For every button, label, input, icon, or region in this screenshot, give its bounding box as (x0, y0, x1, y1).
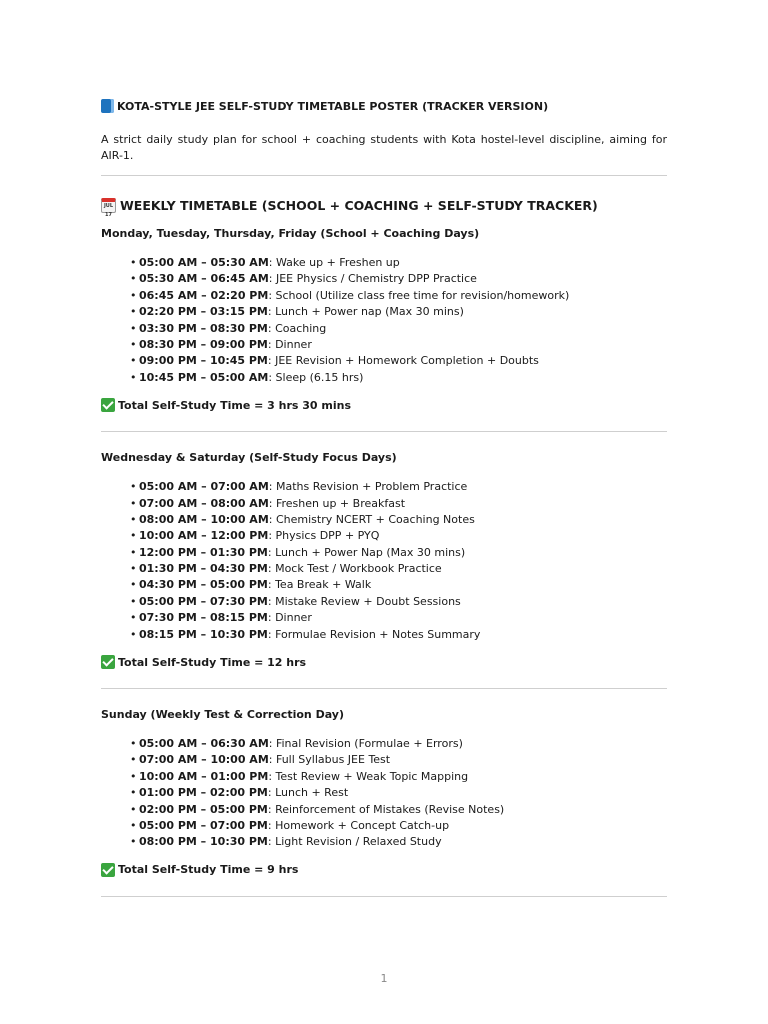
divider (101, 896, 667, 897)
slot-time: 05:00 AM – 06:30 AM (139, 737, 269, 751)
bullet-icon: • (130, 370, 137, 384)
bullet-icon: • (130, 496, 137, 510)
slot-activity: : Wake up + Freshen up (268, 256, 400, 269)
slot-activity: : Chemistry NCERT + Coaching Notes (268, 512, 475, 526)
slot-activity: : Mock Test / Workbook Practice (267, 562, 442, 576)
list-item (130, 785, 667, 801)
slot-time: 03:30 PM – 08:30 PM (139, 321, 268, 335)
list-item (130, 496, 667, 512)
slot-time: 07:00 AM – 08:00 AM (139, 496, 269, 510)
bullet-icon: • (130, 594, 137, 608)
slot-time: 08:30 PM – 09:00 PM (139, 337, 268, 351)
bullet-icon: • (130, 562, 137, 576)
green-check-icon (101, 398, 115, 412)
document-title-text: KOTA-STYLE JEE SELF-STUDY TIMETABLE POSTER (TRACKER VERSION) (117, 99, 549, 113)
bullet-icon: • (130, 769, 137, 783)
list-item (130, 736, 667, 752)
list-item (130, 834, 667, 850)
list-item (130, 802, 667, 818)
slot-time: 05:30 AM – 06:45 AM (139, 272, 269, 286)
list-item (130, 769, 667, 785)
total-study-time (101, 654, 667, 670)
list-item (130, 337, 667, 353)
slot-activity: : Final Revision (Formulae + Errors) (268, 737, 463, 751)
slot-activity: : Reinforcement of Mistakes (Revise Notes) (267, 802, 505, 816)
section-heading-text: WEEKLY TIMETABLE (SCHOOL + COACHING + SELF-STUDY TRACKER) (120, 197, 598, 213)
day-heading: Wednesday & Saturday (Self-Study Focus Days) (101, 451, 397, 465)
list-item (130, 610, 667, 626)
slot-time: 01:30 PM – 04:30 PM (139, 562, 268, 576)
slot-time: 05:00 AM – 05:30 AM (139, 256, 269, 269)
list-item (130, 271, 667, 287)
bullet-icon: • (130, 611, 137, 625)
list-item (130, 627, 667, 643)
total-text: Total Self-Study Time = 3 hrs 30 mins (118, 398, 352, 412)
slot-activity: : Sleep (6.15 hrs) (268, 370, 364, 384)
slot-time: 05:00 PM – 07:00 PM (139, 818, 268, 832)
bullet-icon: • (130, 337, 137, 351)
list-item (130, 479, 667, 495)
slot-time: 10:45 PM – 05:00 AM (139, 370, 269, 384)
list-item (130, 370, 667, 386)
day-heading: Monday, Tuesday, Thursday, Friday (School + Coaching Days) (101, 227, 480, 240)
schedule-weekday (101, 226, 667, 413)
list-item (130, 561, 667, 577)
slot-activity: : Lunch + Rest (267, 786, 349, 800)
slot-time: 07:00 AM – 10:00 AM (139, 753, 269, 767)
slot-time: 02:20 PM – 03:15 PM (139, 305, 268, 319)
slot-activity: : Physics DPP + PYQ (268, 529, 380, 543)
slot-time: 01:00 PM – 02:00 PM (139, 786, 268, 800)
slot-time: 06:45 AM – 02:20 PM (139, 288, 269, 302)
bullet-icon: • (130, 818, 137, 832)
slot-activity: : JEE Physics / Chemistry DPP Practice (268, 272, 477, 286)
list-item (130, 818, 667, 834)
bullet-icon: • (130, 578, 137, 592)
total-study-time (101, 397, 667, 413)
day-heading: Sunday (Weekly Test & Correction Day) (101, 708, 344, 722)
slot-time: 08:15 PM – 10:30 PM (139, 627, 268, 641)
slot-activity: : Lunch + Power nap (Max 30 mins) (267, 305, 464, 319)
calendar-icon-text: JUL 17 (103, 202, 114, 218)
bullet-icon: • (130, 545, 137, 559)
bullet-icon: • (130, 512, 137, 526)
slot-activity: : Dinner (267, 337, 312, 351)
slot-time: 08:00 PM – 10:30 PM (139, 835, 268, 849)
section-heading (101, 195, 667, 218)
bullet-icon: • (130, 835, 137, 849)
slot-time: 04:30 PM – 05:00 PM (139, 578, 268, 592)
intro-paragraph: A strict daily study plan for school + coaching students with Kota hostel-level discipline, aiming for AIR-1. (101, 133, 667, 162)
slot-time: 05:00 AM – 07:00 AM (139, 480, 269, 494)
divider (101, 688, 667, 689)
list-item (130, 545, 667, 561)
bullet-icon: • (130, 321, 137, 335)
bullet-icon: • (130, 529, 137, 543)
slot-activity: : Light Revision / Relaxed Study (267, 835, 442, 849)
slot-activity: : Coaching (267, 321, 327, 335)
slot-time: 10:00 AM – 12:00 PM (139, 529, 269, 543)
slot-activity: : Mistake Review + Doubt Sessions (267, 594, 461, 608)
page-number: 1 (380, 972, 388, 985)
list-item (130, 528, 667, 544)
document-title (101, 97, 667, 115)
slot-activity: : Tea Break + Walk (267, 578, 372, 592)
green-check-icon (101, 863, 115, 877)
green-check-icon (101, 655, 115, 669)
schedule-focus-days (101, 450, 667, 670)
list-item (130, 353, 667, 369)
slot-activity: : School (Utilize class free time for revision/homework) (268, 288, 570, 302)
slot-list (101, 736, 667, 851)
list-item (130, 752, 667, 768)
calendar-icon (101, 198, 116, 218)
slot-activity: : Formulae Revision + Notes Summary (267, 627, 481, 641)
bullet-icon: • (130, 305, 137, 319)
slot-activity: : Freshen up + Breakfast (268, 496, 406, 510)
bullet-icon: • (130, 802, 137, 816)
list-item (130, 321, 667, 337)
slot-time: 08:00 AM – 10:00 AM (139, 512, 269, 526)
slot-activity: : Dinner (267, 611, 312, 625)
slot-activity: : Maths Revision + Problem Practice (268, 480, 468, 494)
total-text: Total Self-Study Time = 9 hrs (118, 863, 299, 877)
list-item (130, 255, 667, 271)
bullet-icon: • (130, 256, 137, 269)
slot-activity: : Full Syllabus JEE Test (268, 753, 391, 767)
bullet-icon: • (130, 272, 137, 286)
blue-book-icon (101, 99, 114, 113)
schedule-sunday (101, 707, 667, 878)
bullet-icon: • (130, 354, 137, 368)
list-item (130, 594, 667, 610)
bullet-icon: • (130, 753, 137, 767)
list-item (130, 512, 667, 528)
total-text: Total Self-Study Time = 12 hrs (118, 655, 307, 669)
list-item (130, 288, 667, 304)
slot-list (101, 479, 667, 643)
slot-time: 12:00 PM – 01:30 PM (139, 545, 268, 559)
divider (101, 431, 667, 432)
slot-time: 10:00 AM – 01:00 PM (139, 769, 269, 783)
slot-time: 02:00 PM – 05:00 PM (139, 802, 268, 816)
total-study-time (101, 862, 667, 878)
slot-activity: : JEE Revision + Homework Completion + Doubts (267, 354, 539, 368)
slot-time: 09:00 PM – 10:45 PM (139, 354, 268, 368)
slot-time: 07:30 PM – 08:15 PM (139, 611, 268, 625)
document-content (101, 97, 667, 897)
list-item (130, 304, 667, 320)
slot-time: 05:00 PM – 07:30 PM (139, 594, 268, 608)
divider (101, 175, 667, 176)
bullet-icon: • (130, 786, 137, 800)
slot-activity: : Homework + Concept Catch-up (267, 818, 450, 832)
bullet-icon: • (130, 480, 137, 494)
slot-activity: : Lunch + Power Nap (Max 30 mins) (267, 545, 466, 559)
list-item (130, 577, 667, 593)
bullet-icon: • (130, 288, 137, 302)
slot-activity: : Test Review + Weak Topic Mapping (268, 769, 469, 783)
bullet-icon: • (130, 627, 137, 641)
bullet-icon: • (130, 737, 137, 751)
slot-list (101, 255, 667, 386)
